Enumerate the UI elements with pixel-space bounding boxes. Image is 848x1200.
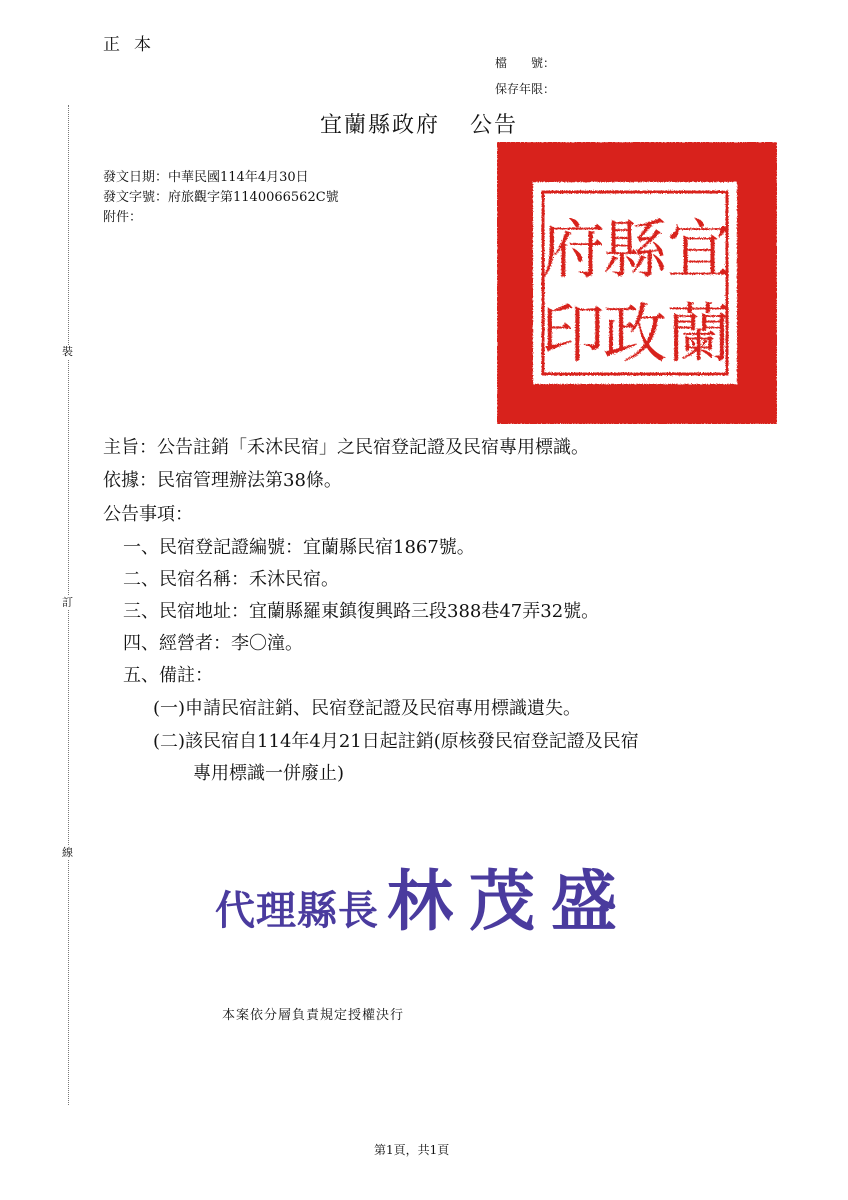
archive-info [495, 50, 555, 102]
delegation-note: 本案依分層負責規定授權決行 [222, 1008, 405, 1023]
item-registration-number: 一、民宿登記證編號：宜蘭縣民宿1867號。 [123, 537, 475, 558]
note-2: (二)該民宿自114年4月21日起註銷(原核發民宿登記證及民宿 [153, 731, 639, 752]
copy-type-label: 正本 [103, 35, 165, 55]
seal-char-2: 蘭 [667, 298, 731, 372]
file-number-label: 檔 號： [495, 56, 556, 70]
document-meta [103, 168, 339, 228]
issue-date: 發文日期：中華民國114年4月30日 [103, 170, 309, 185]
seal-char-3: 縣 [603, 214, 667, 288]
note-2-continuation: 專用標識一併廢止) [193, 763, 345, 784]
seal-char-5: 府 [541, 214, 605, 288]
item-address: 三、民宿地址：宜蘭縣羅東鎮復興路三段388巷47弄32號。 [123, 601, 600, 622]
binding-mark-xian: 線 [62, 846, 73, 859]
page-number: 第1頁，共1頁 [374, 1143, 450, 1157]
item-operator: 四、經營者：李〇潼。 [123, 633, 303, 654]
subject-line: 主旨：公告註銷「禾沐民宿」之民宿登記證及民宿專用標識。 [103, 437, 589, 458]
seal-char-1: 宜 [667, 214, 731, 288]
retention-period-label: 保存年限： [495, 82, 556, 96]
government-seal [497, 142, 777, 424]
signature-name: 林茂盛 [387, 862, 633, 940]
item-name: 二、民宿名稱：禾沐民宿。 [123, 569, 339, 590]
announcement-items-header: 公告事項： [103, 504, 193, 525]
document-number: 發文字號：府旅觀字第1140066562C號 [103, 190, 339, 205]
basis-line: 依據：民宿管理辦法第38條。 [103, 470, 342, 491]
attachment-label: 附件： [103, 210, 143, 225]
agency-name: 宜蘭縣政府 [320, 113, 441, 138]
document-type: 公告 [470, 113, 519, 138]
seal-char-6: 印 [541, 298, 605, 372]
binding-mark-ding: 訂 [62, 596, 73, 609]
note-1: (一)申請民宿註銷、民宿登記證及民宿專用標識遺失。 [153, 698, 582, 719]
signature-stamp [215, 848, 633, 943]
binding-mark-zhuang: 裝 [62, 345, 73, 358]
item-remarks: 五、備註： [123, 665, 213, 686]
signature-title: 代理縣長 [215, 887, 379, 934]
document-title [320, 108, 518, 139]
seal-char-4: 政 [603, 298, 667, 372]
